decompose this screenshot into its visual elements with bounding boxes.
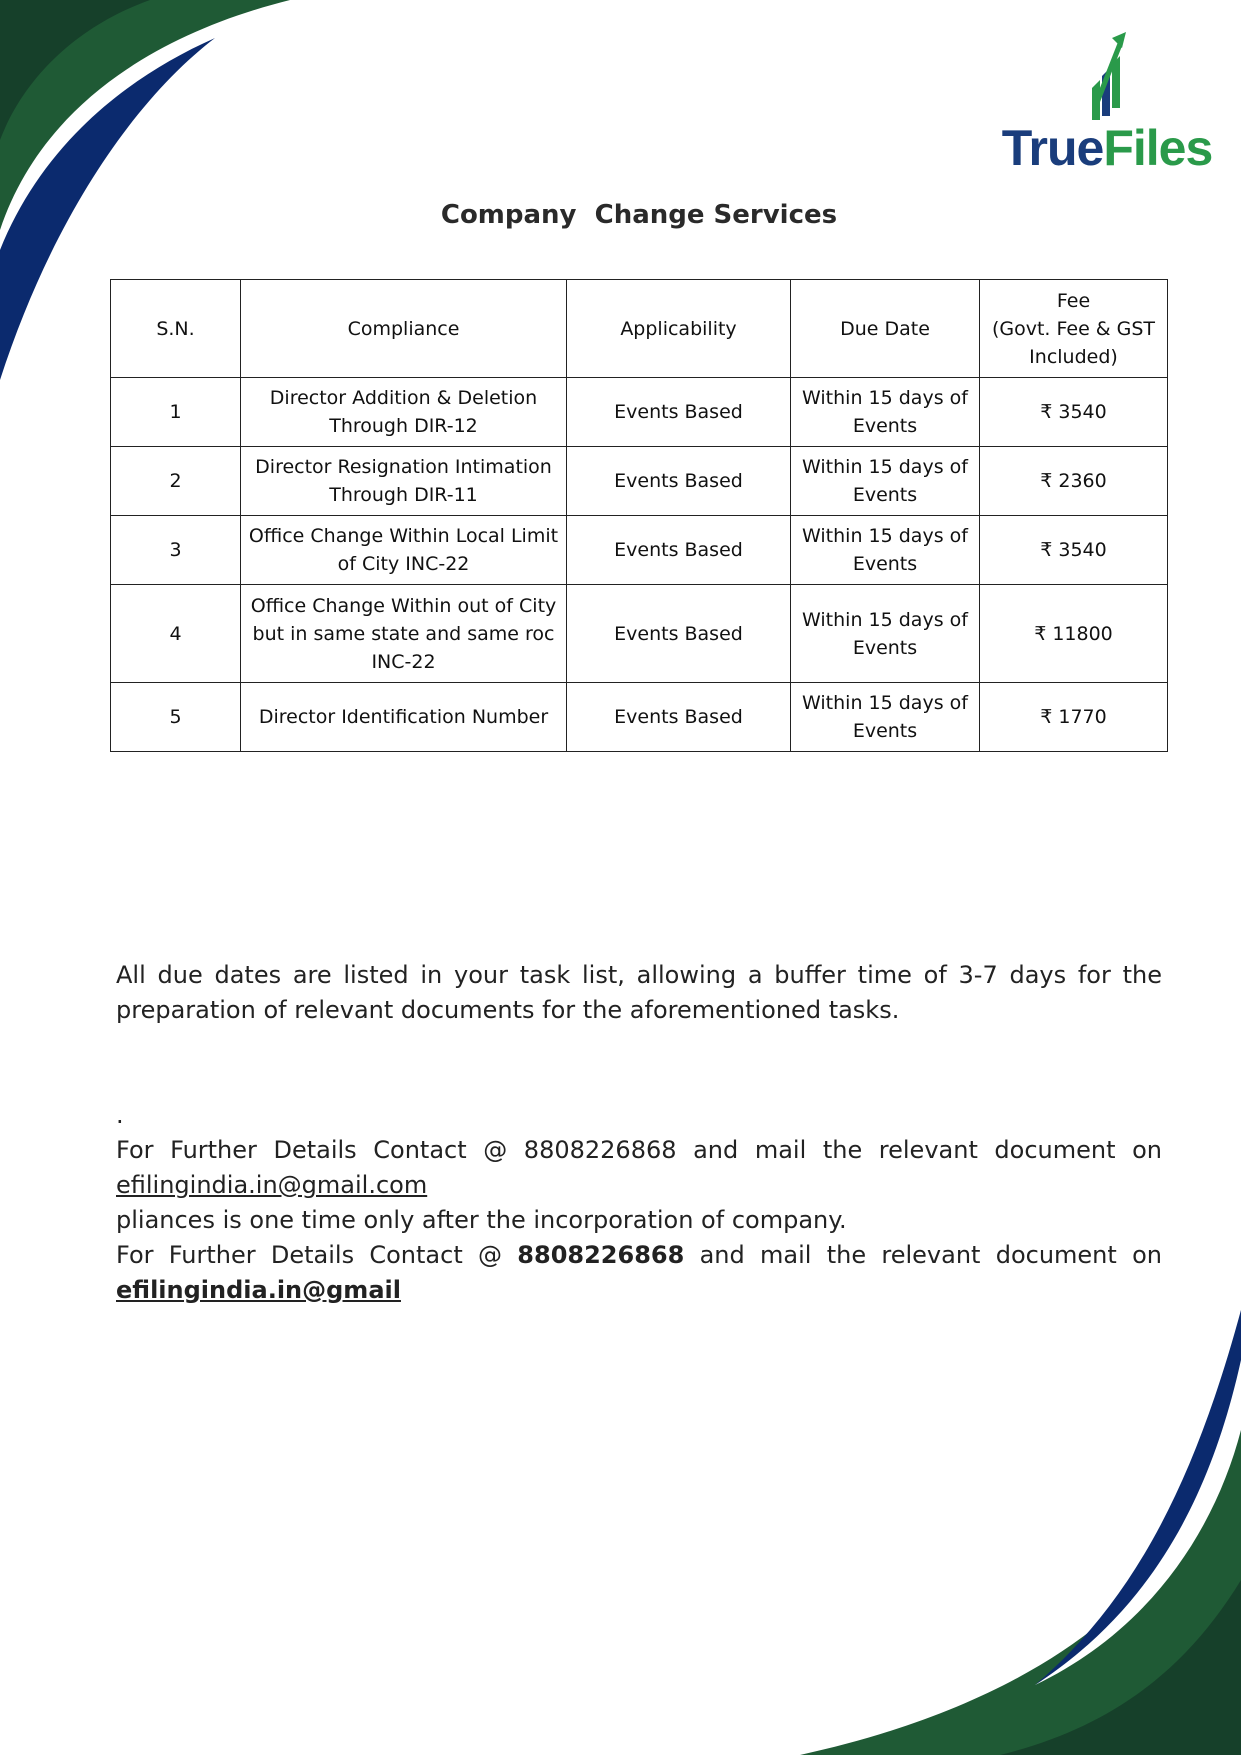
cell-due-date: Within 15 days of Events (791, 516, 980, 585)
cell-sn: 3 (111, 516, 241, 585)
cell-due-date: Within 15 days of Events (791, 683, 980, 752)
header-due-date: Due Date (791, 280, 980, 378)
cell-applicability: Events Based (567, 585, 791, 683)
logo-wordmark: TrueFiles (1001, 120, 1213, 176)
phone-number[interactable]: 8808226868 (517, 1241, 685, 1269)
contact-block (116, 1098, 1162, 1308)
table-row (111, 447, 1168, 516)
cell-sn: 4 (111, 585, 241, 683)
table-row (111, 683, 1168, 752)
table-row (111, 516, 1168, 585)
cell-due-date: Within 15 days of Events (791, 447, 980, 516)
compliance-fee-table (110, 279, 1168, 752)
contact-line-1: For Further Details Contact @ 8808226868 and mail the relevant document on (116, 1136, 1162, 1164)
cell-sn: 2 (111, 447, 241, 516)
table-row (111, 585, 1168, 683)
cell-applicability: Events Based (567, 683, 791, 752)
page-title: Company Change Services (440, 200, 838, 230)
contact-line-2 (116, 1238, 1162, 1273)
header-sn: S.N. (111, 280, 241, 378)
cell-compliance: Office Change Within Local Limit of City INC-22 (241, 516, 567, 585)
cell-compliance: Director Addition & Deletion Through DIR-12 (241, 378, 567, 447)
cell-compliance: Director Resignation Intimation Through DIR-11 (241, 447, 567, 516)
bar-chart-arrow-icon (996, 28, 1218, 123)
cell-due-date: Within 15 days of Events (791, 585, 980, 683)
cell-fee: ₹ 11800 (980, 585, 1168, 683)
header-compliance: Compliance (241, 280, 567, 378)
cell-sn: 1 (111, 378, 241, 447)
cell-fee: ₹ 3540 (980, 516, 1168, 585)
cell-applicability: Events Based (567, 516, 791, 585)
table-header-row (111, 280, 1168, 378)
header-fee: Fee (Govt. Fee & GST Included) (980, 280, 1168, 378)
dot-marker: . (116, 1101, 124, 1129)
cell-due-date: Within 15 days of Events (791, 378, 980, 447)
cell-fee: ₹ 3540 (980, 378, 1168, 447)
email-link-1[interactable]: efilingindia.in@gmail.com (116, 1171, 428, 1199)
cell-applicability: Events Based (567, 378, 791, 447)
incorporation-fragment: pliances is one time only after the incorporation of company. (116, 1206, 847, 1234)
truefiles-logo (996, 28, 1218, 174)
cell-compliance: Office Change Within out of City but in same state and same roc INC-22 (241, 585, 567, 683)
due-date-note: All due dates are listed in your task list, allowing a buffer time of 3-7 days for the preparation of relevant documents for the aforementioned tasks. (116, 961, 1162, 1024)
table-row (111, 378, 1168, 447)
cell-sn: 5 (111, 683, 241, 752)
cell-fee: ₹ 1770 (980, 683, 1168, 752)
header-applicability: Applicability (567, 280, 791, 378)
cell-fee: ₹ 2360 (980, 447, 1168, 516)
cell-compliance: Director Identification Number (241, 683, 567, 752)
contact-line-2-suffix: and mail the relevant document on (699, 1241, 1162, 1269)
email-link-2[interactable]: efilingindia.in@gmail (116, 1276, 401, 1304)
cell-applicability: Events Based (567, 447, 791, 516)
contact-line-2-prefix: For Further Details Contact @ (116, 1241, 503, 1269)
